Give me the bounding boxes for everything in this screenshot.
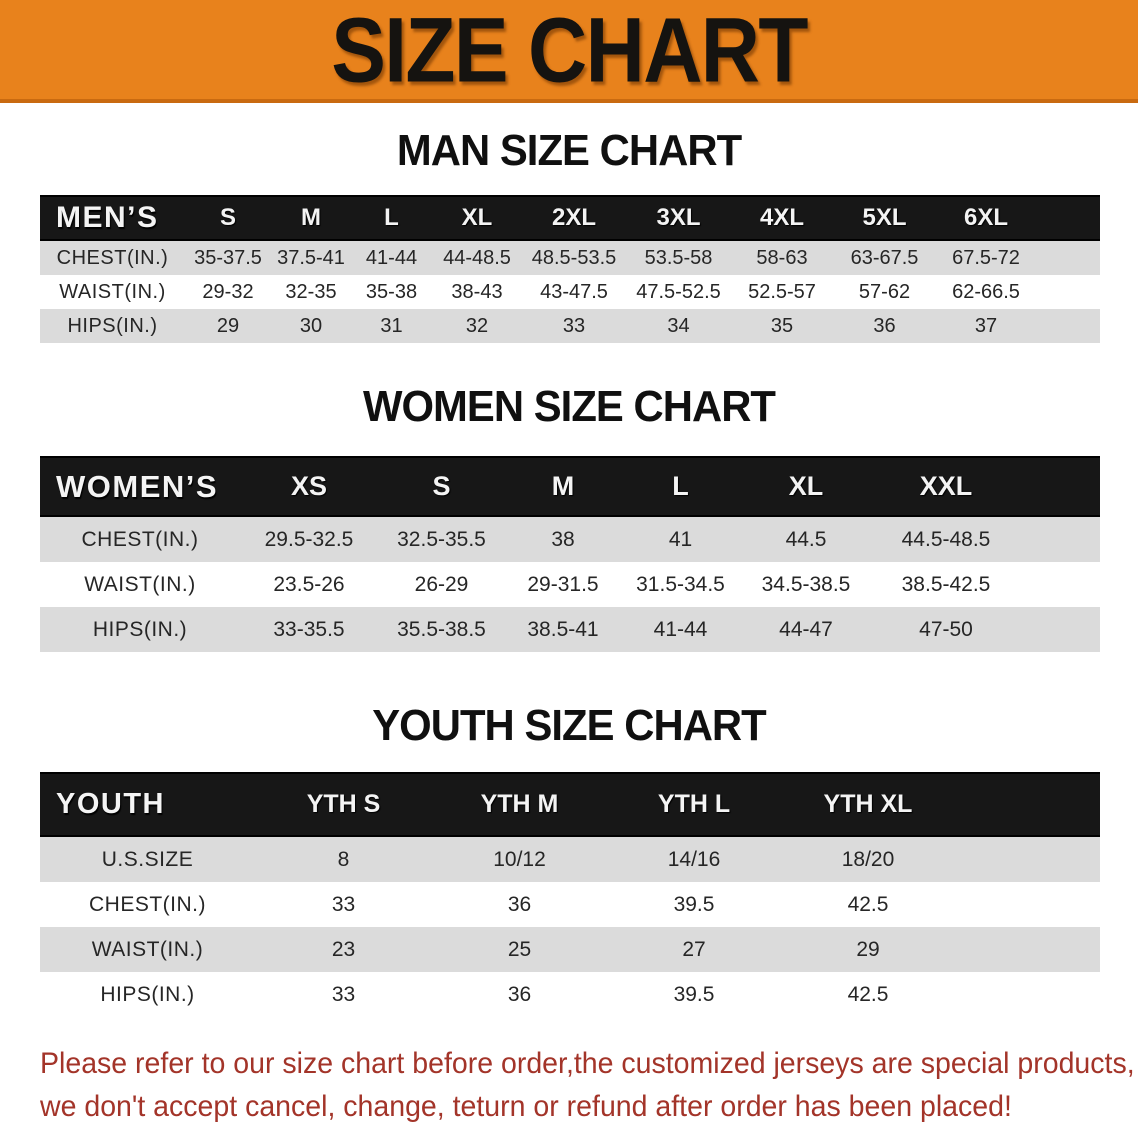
value-cell: 58-63	[756, 246, 808, 269]
table-row	[40, 275, 1100, 309]
value-cell: 8	[337, 847, 350, 871]
value-cell: 35-38	[365, 280, 418, 303]
value-cell: 35	[770, 314, 794, 337]
value-cell: 36	[507, 892, 532, 916]
value-cell: 25	[507, 937, 532, 961]
value-cell: 36	[507, 982, 532, 1006]
value-cell: 62-66.5	[952, 280, 1020, 303]
value-cell: 57-62	[858, 280, 911, 303]
value-cell: 53.5-58	[644, 246, 713, 269]
value-cell: 32-35	[285, 280, 337, 303]
row-label-cell: U.S.SIZE	[101, 847, 194, 871]
women-size-table	[40, 456, 1100, 652]
value-cell: 44-48.5	[443, 246, 511, 269]
value-cell: 43-47.5	[540, 280, 608, 303]
table-row	[40, 837, 1100, 882]
women-section-heading: WOMEN SIZE CHART	[362, 382, 776, 431]
table-row	[40, 309, 1100, 343]
value-cell: 37.5-41	[277, 246, 345, 269]
value-cell: 47.5-52.5	[636, 280, 721, 303]
value-cell: 26-29	[414, 572, 469, 596]
row-label-cell: CHEST(IN.)	[89, 892, 206, 916]
row-label-cell: CHEST(IN.)	[56, 246, 169, 269]
man-section-heading: MAN SIZE CHART	[396, 126, 742, 175]
youth-size-table	[40, 772, 1100, 1017]
value-cell: 32.5-35.5	[397, 527, 486, 551]
row-label-cell: WAIST(IN.)	[84, 572, 196, 596]
value-cell: 52.5-57	[748, 280, 816, 303]
value-cell: 31	[380, 314, 403, 337]
value-cell: 41-44	[365, 246, 418, 269]
column-header-cell: YTH S	[306, 790, 381, 818]
column-header-cell: YTH XL	[823, 790, 913, 818]
value-cell: 30	[299, 314, 323, 337]
table-row	[40, 517, 1100, 562]
column-header-cell: 3XL	[656, 204, 701, 231]
value-cell: 39.5	[673, 892, 715, 916]
column-header-cell: XL	[461, 204, 493, 231]
column-header-cell: 2XL	[551, 204, 596, 231]
column-header-cell: 6XL	[963, 204, 1008, 231]
value-cell: 14/16	[667, 847, 721, 871]
value-cell: 29	[216, 314, 240, 337]
table-row	[40, 972, 1100, 1017]
column-header-cell: XS	[290, 471, 328, 501]
column-header-cell: M	[301, 204, 321, 231]
value-cell: 34	[667, 314, 690, 337]
value-cell: 44.5-48.5	[901, 527, 991, 551]
value-cell: 29-31.5	[527, 572, 599, 596]
value-cell: 23.5-26	[273, 572, 345, 596]
disclaimer-line-1: Please refer to our size chart before order,the customized jerseys are special products,	[40, 1047, 1135, 1080]
value-cell: 38.5-41	[527, 617, 599, 641]
value-cell: 38.5-42.5	[901, 572, 991, 596]
value-cell: 63-67.5	[850, 246, 919, 269]
table-row	[40, 882, 1100, 927]
column-header-cell: L	[672, 471, 689, 501]
table-row	[40, 927, 1100, 972]
table-title-cell: YOUTH	[56, 788, 165, 820]
table-row	[40, 607, 1100, 652]
value-cell: 32	[465, 314, 489, 337]
value-cell: 33	[331, 892, 356, 916]
value-cell: 29.5-32.5	[264, 527, 354, 551]
table-header-row	[40, 195, 1100, 241]
column-header-cell: 5XL	[862, 204, 907, 231]
value-cell: 47-50	[919, 617, 973, 641]
value-cell: 41	[668, 527, 693, 551]
value-cell: 39.5	[673, 982, 715, 1006]
value-cell: 34.5-38.5	[761, 572, 851, 596]
table-row	[40, 241, 1100, 275]
men-size-table	[40, 195, 1100, 343]
youth-section-heading: YOUTH SIZE CHART	[372, 701, 766, 750]
value-cell: 33	[331, 982, 356, 1006]
row-label-cell: HIPS(IN.)	[92, 617, 188, 641]
value-cell: 37	[974, 314, 998, 337]
table-title-cell: MEN’S	[56, 201, 159, 234]
value-cell: 35.5-38.5	[397, 617, 486, 641]
value-cell: 38	[551, 527, 575, 551]
column-header-cell: 4XL	[759, 204, 804, 231]
value-cell: 33	[562, 314, 586, 337]
value-cell: 31.5-34.5	[636, 572, 725, 596]
column-header-cell: YTH M	[480, 790, 559, 818]
value-cell: 29	[856, 937, 880, 961]
value-cell: 67.5-72	[952, 246, 1020, 269]
value-cell: 29-32	[202, 280, 254, 303]
value-cell: 33-35.5	[273, 617, 345, 641]
column-header-cell: XXL	[919, 471, 973, 501]
value-cell: 42.5	[847, 982, 889, 1006]
value-cell: 10/12	[493, 847, 546, 871]
row-label-cell: WAIST(IN.)	[59, 280, 166, 303]
disclaimer-line-2: we don't accept cancel, change, teturn or refund after order has been placed!	[40, 1090, 1012, 1123]
table-header-row	[40, 456, 1100, 517]
value-cell: 41-44	[653, 617, 708, 641]
value-cell: 38-43	[451, 280, 503, 303]
value-cell: 48.5-53.5	[531, 246, 617, 269]
table-title-cell: WOMEN’S	[56, 468, 219, 504]
order-disclaimer	[40, 1042, 1135, 1128]
column-header-cell: M	[551, 471, 575, 501]
table-row	[40, 562, 1100, 607]
banner-title: SIZE CHART	[331, 0, 807, 102]
column-header-cell: S	[432, 471, 451, 501]
value-cell: 23	[331, 937, 356, 961]
value-cell: 36	[873, 314, 896, 337]
table-header-row	[40, 772, 1100, 837]
value-cell: 27	[682, 937, 706, 961]
value-cell: 35-37.5	[194, 246, 262, 269]
value-cell: 44.5	[785, 527, 827, 551]
row-label-cell: HIPS(IN.)	[100, 982, 195, 1006]
column-header-cell: S	[219, 204, 236, 231]
value-cell: 18/20	[841, 847, 895, 871]
column-header-cell: L	[384, 204, 399, 231]
size-chart-banner	[0, 0, 1138, 103]
row-label-cell: CHEST(IN.)	[81, 527, 199, 551]
row-label-cell: HIPS(IN.)	[67, 314, 158, 337]
value-cell: 42.5	[847, 892, 889, 916]
column-header-cell: XL	[788, 471, 824, 501]
column-header-cell: YTH L	[657, 790, 731, 818]
row-label-cell: WAIST(IN.)	[91, 937, 204, 961]
value-cell: 44-47	[779, 617, 833, 641]
